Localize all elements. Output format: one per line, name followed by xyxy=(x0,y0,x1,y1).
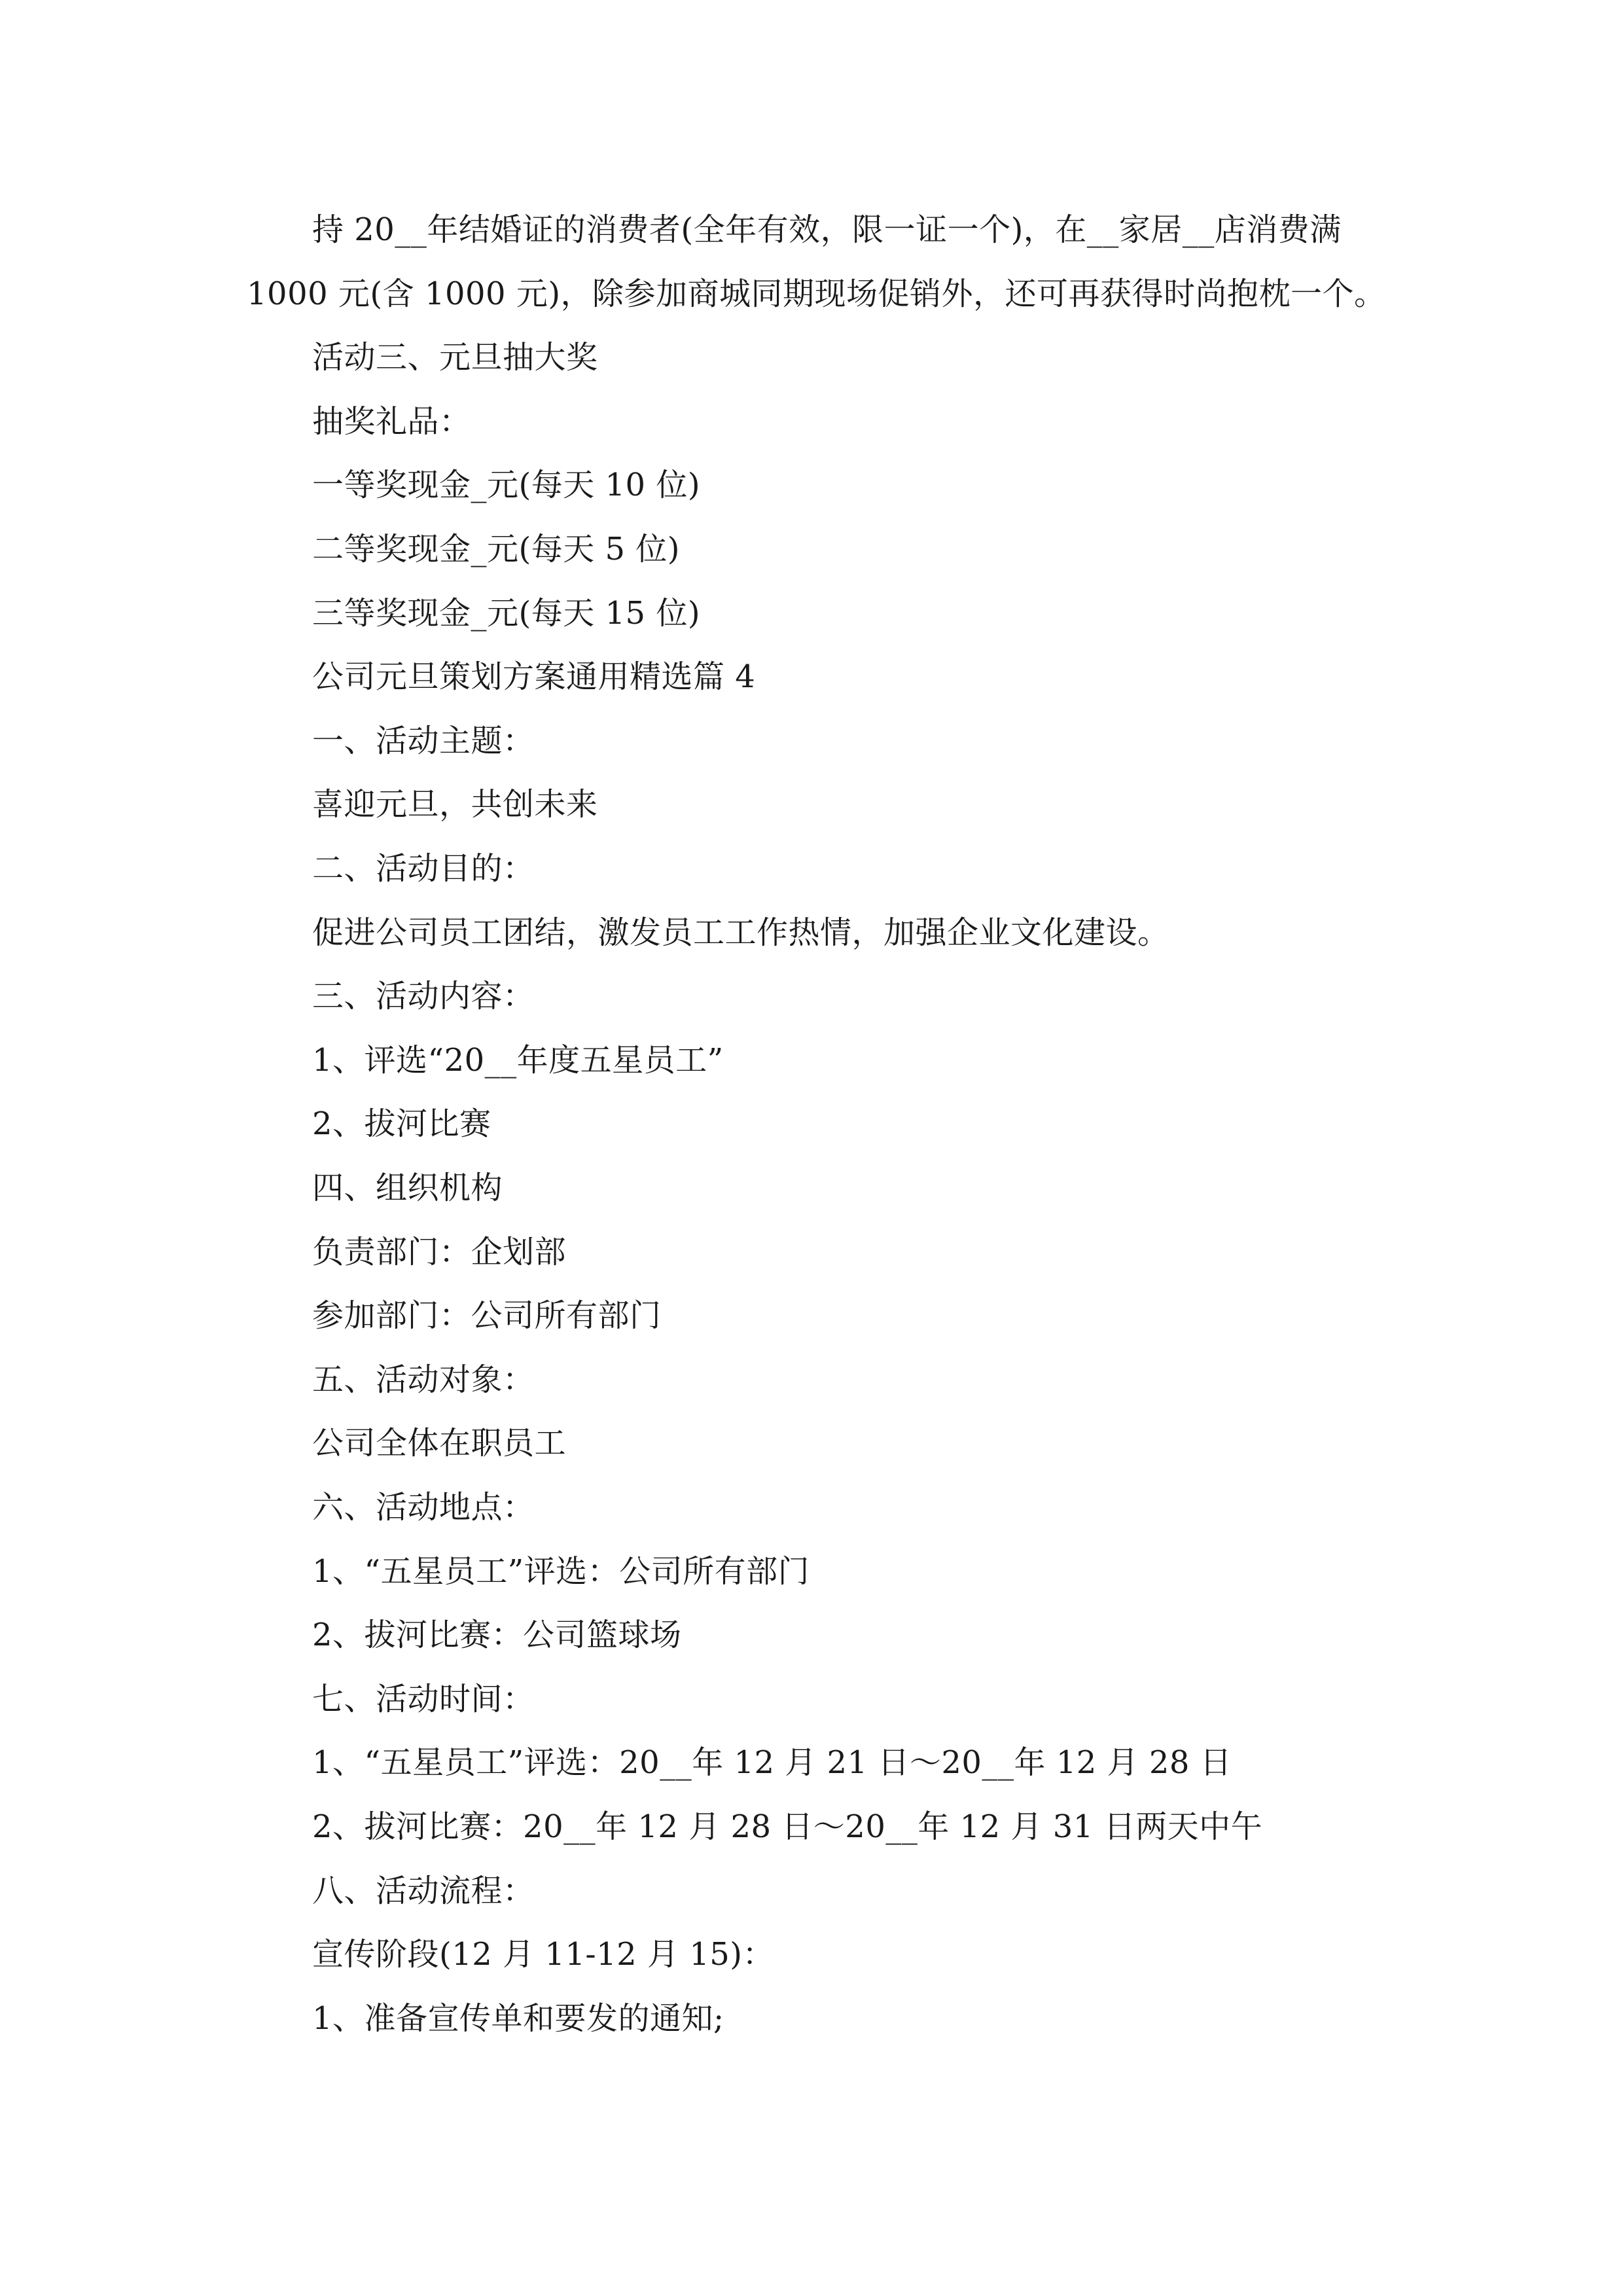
document-line: 2、拔河比赛 xyxy=(312,1105,491,1142)
document-line: 八、活动流程： xyxy=(312,1873,535,1909)
document-line: 喜迎元旦，共创未来 xyxy=(312,786,598,823)
document-line: 四、组织机构 xyxy=(312,1170,503,1206)
document-line: 活动三、元旦抽大奖 xyxy=(312,339,598,376)
document-line: 1、“五星员工”评选：20__年 12 月 21 日～20__年 12 月 28 日 xyxy=(312,1744,1232,1781)
document-line: 参加部门：公司所有部门 xyxy=(312,1297,662,1334)
document-line: 抽奖礼品： xyxy=(312,403,471,440)
document-line: 2、拔河比赛：20__年 12 月 28 日～20__年 12 月 31 日两天中午 xyxy=(312,1808,1263,1845)
document-line: 五、活动对象： xyxy=(312,1361,535,1398)
document-line: 二等奖现金_元(每天 5 位) xyxy=(312,531,681,567)
document-line: 三、活动内容： xyxy=(312,978,535,1014)
document-line: 持 20__年结婚证的消费者(全年有效，限一证一个)，在__家居__店消费满 xyxy=(312,211,1342,248)
document-line: 宣传阶段(12 月 11-12 月 15)： xyxy=(312,1936,775,1973)
document-line: 1、“五星员工”评选：公司所有部门 xyxy=(312,1553,810,1590)
document-line: 1、准备宣传单和要发的通知; xyxy=(312,2000,724,2037)
document-line: 公司元旦策划方案通用精选篇 4 xyxy=(312,658,756,695)
document-line: 促进公司员工团结，激发员工工作热情，加强企业文化建设。 xyxy=(312,914,1169,951)
document-line: 三等奖现金_元(每天 15 位) xyxy=(312,595,701,632)
document-line: 2、拔河比赛：公司篮球场 xyxy=(312,1617,682,1653)
document-line: 公司全体在职员工 xyxy=(312,1425,567,1462)
document-line: 七、活动时间： xyxy=(312,1681,535,1717)
document-line: 六、活动地点： xyxy=(312,1489,535,1526)
document-line: 一、活动主题： xyxy=(312,723,535,759)
document-line: 负责部门：企划部 xyxy=(312,1234,567,1270)
document-line: 二、活动目的： xyxy=(312,850,535,887)
document-line: 一等奖现金_元(每天 10 位) xyxy=(312,467,701,503)
document-line: 1000 元(含 1000 元)，除参加商城同期现场促销外，还可再获得时尚抱枕一个。 xyxy=(247,276,1386,312)
document-line: 1、评选“20__年度五星员工” xyxy=(312,1042,724,1079)
